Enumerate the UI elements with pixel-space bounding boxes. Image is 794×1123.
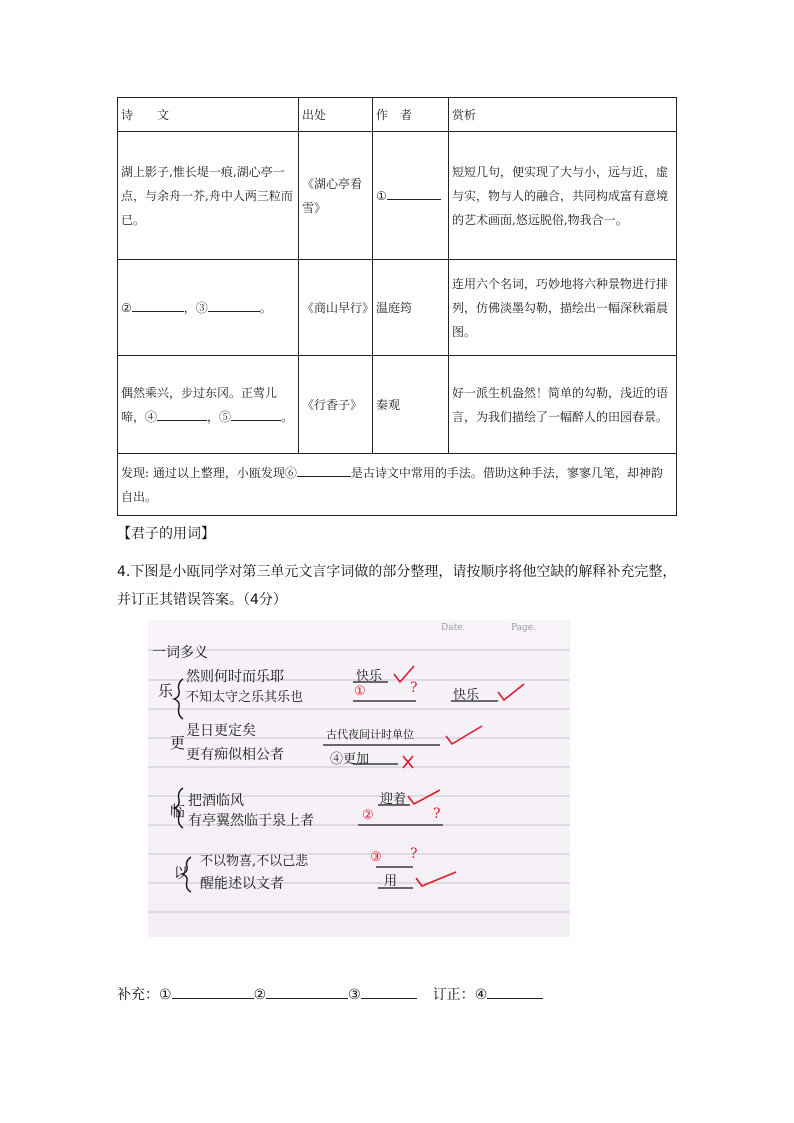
- row2-separator: ，: [183, 300, 196, 315]
- answer-blank-3[interactable]: [208, 297, 260, 312]
- entry-answer: 快乐: [453, 688, 480, 703]
- row2-appreciation: 连用六个名词，巧妙地将六种景物进行排列，仿佛淡墨勾勒，描绘出一幅深秋霜晨图。: [449, 260, 677, 356]
- entry-sentence: 不知太守之乐其乐也: [186, 690, 304, 705]
- discovery-row: [118, 454, 677, 516]
- blank-marker-4: ④: [145, 409, 158, 424]
- notebook-heading: 一词多义: [152, 645, 208, 661]
- correction-blank[interactable]: [487, 984, 543, 999]
- entry-sentence: 然则何时而乐耶: [186, 669, 284, 685]
- row1-source: 《湖心亭看雪》: [299, 132, 373, 260]
- table-header-row: [118, 98, 677, 132]
- row3-author: 秦观: [373, 356, 449, 454]
- blank-marker-5: ⑤: [219, 409, 232, 424]
- date-label: Date.: [441, 623, 466, 633]
- entry-char-yi: 以: [174, 866, 188, 882]
- entry-sentence: 不以物喜,不以己悲: [200, 854, 309, 869]
- answer-marker-4: ④: [474, 987, 488, 1003]
- blank-marker-3: ③: [195, 300, 208, 315]
- row2-author: 温庭筠: [373, 260, 449, 356]
- answer-line: [117, 984, 543, 1004]
- row1-author: [373, 132, 449, 260]
- answer-blank-5[interactable]: [231, 406, 281, 421]
- section-title: 【君子的用词】: [117, 526, 215, 542]
- question-mark: ?: [410, 680, 418, 696]
- entry-answer: 古代夜间计时单位: [326, 728, 414, 741]
- table-row: [118, 260, 677, 356]
- row3-separator: ，: [207, 409, 220, 424]
- row3-appreciation: 好一派生机盎然！简单的勾勒，浅近的语言，为我们描绘了一幅醉人的田园春景。: [449, 356, 677, 454]
- answer-blank-4[interactable]: [157, 406, 207, 421]
- supplement-blank-2[interactable]: [266, 984, 348, 999]
- entry-marker: ①: [354, 684, 366, 699]
- entry-answer: 快乐: [356, 669, 383, 684]
- answer-blank-2[interactable]: [132, 297, 184, 312]
- supplement-label: 补充：: [117, 987, 159, 1003]
- header-source: 出处: [299, 98, 373, 132]
- poetry-table: [117, 97, 677, 516]
- supplement-blank-3[interactable]: [361, 984, 417, 999]
- cross-mark: [403, 756, 413, 768]
- table-row: [118, 132, 677, 260]
- page-label: Page.: [511, 623, 536, 633]
- entry-char-le: 乐: [158, 682, 174, 700]
- answer-marker-3: ③: [348, 987, 361, 1003]
- entry-sentence: 有亭翼然临于泉上者: [188, 813, 314, 829]
- answer-blank-6[interactable]: [297, 462, 351, 477]
- check-mark-2: [498, 684, 524, 700]
- entry-wrong-answer: ④更加: [330, 752, 370, 767]
- row3-poem: [118, 356, 299, 454]
- discovery-cell: [118, 454, 677, 516]
- row2-poem: [118, 260, 299, 356]
- entry-answer: 迎着: [380, 792, 407, 807]
- entry-sentence: 醒能述以文者: [200, 876, 284, 892]
- header-appreciation: 赏析: [449, 98, 677, 132]
- discovery-suffix: 是古诗文中常用的手法。借助这种手法，寥寥几笔，却神韵自出。: [121, 465, 663, 504]
- entry-sentence: 是日更定矣: [186, 723, 256, 739]
- header-poem: 诗 文: [118, 98, 299, 132]
- entry-sentence: 更有痴似相公者: [186, 747, 284, 763]
- row1-appreciation: 短短几句，便实现了大与小，远与近，虚与实，物与人的融合，共同构成富有意境的艺术画面,悠远脱俗,物我合一。: [449, 132, 677, 260]
- correct-label: 订正：: [432, 987, 475, 1003]
- question-mark: ?: [433, 806, 441, 822]
- check-mark-5: [416, 872, 456, 886]
- notebook-photo: [148, 620, 570, 937]
- row3-poem-text: 偶然乘兴，步过东冈。正莺儿啼，: [121, 385, 278, 424]
- row2-source: 《商山早行》: [299, 260, 373, 356]
- answer-blank-1[interactable]: [387, 185, 441, 200]
- question-mark: ?: [410, 846, 418, 862]
- check-mark-3: [446, 726, 482, 744]
- row3-source: 《行香子》: [299, 356, 373, 454]
- blank-marker-1: ①: [376, 188, 387, 203]
- entry-sentence: 把酒临风: [188, 793, 244, 809]
- discovery-prefix: 发现: 通过以上整理，小瓯发现: [121, 465, 285, 480]
- row1-poem: 湖上影子,惟长堤一痕,湖心亭一点，与余舟一芥,舟中人两三粒而已。: [118, 132, 299, 260]
- header-author: 作 者: [373, 98, 449, 132]
- entry-char-geng: 更: [170, 734, 186, 752]
- row3-end: 。: [281, 409, 294, 424]
- blank-marker-2: ②: [121, 300, 132, 315]
- entry-answer: 用: [384, 874, 398, 889]
- answer-marker-2: ②: [253, 987, 267, 1003]
- answer-marker-1: ①: [159, 987, 172, 1003]
- table-row: [118, 356, 677, 454]
- entry-char-lin: 临: [170, 802, 186, 820]
- question-4: 4.下图是小瓯同学对第三单元文言字词做的部分整理，请按顺序将他空缺的解释补充完整，并订正其错误答案。（4分）: [117, 564, 677, 608]
- entry-marker: ③: [370, 850, 382, 865]
- blank-marker-6: ⑥: [284, 465, 297, 480]
- supplement-blank-1[interactable]: [172, 984, 254, 999]
- entry-marker: ②: [362, 808, 374, 823]
- row2-end: 。: [259, 300, 272, 315]
- check-mark-4: [408, 790, 440, 804]
